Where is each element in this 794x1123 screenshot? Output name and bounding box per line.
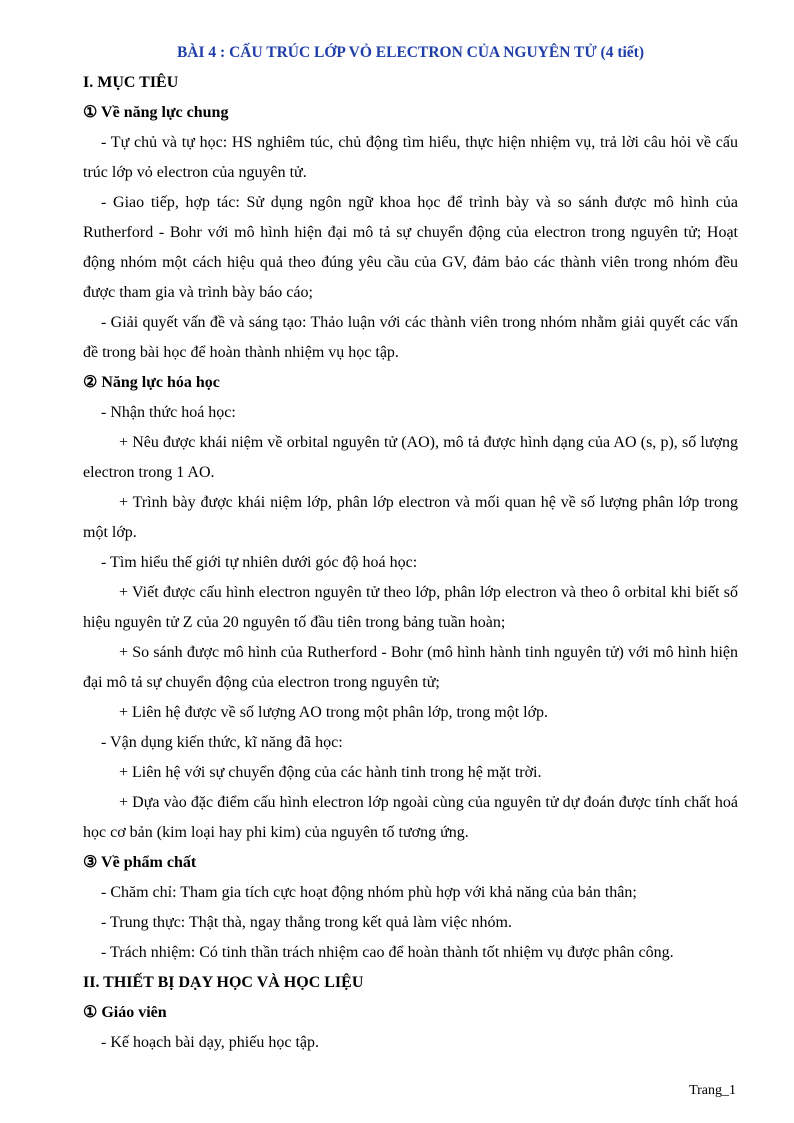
section-heading-equipment: II. THIẾT BỊ DẠY HỌC VÀ HỌC LIỆU <box>83 974 364 991</box>
paragraph-shell: + Trình bày được khái niệm lớp, phân lớp electron và mối quan hệ về số lượng phân lớp trong một lớp. <box>83 494 738 541</box>
paragraph-ao-count: + Liên hệ được về số lượng AO trong một phân lớp, trong một lớp. <box>119 704 549 721</box>
paragraph-self-study: - Tự chủ và tự học: HS nghiêm túc, chủ động tìm hiểu, thực hiện nhiệm vụ, trả lời câu hỏi về cấu trúc lớp vỏ electron của nguyên tử. <box>83 134 738 181</box>
paragraph-communication: - Giao tiếp, hợp tác: Sử dụng ngôn ngữ khoa học để trình bày và so sánh được mô hình của Rutherford - Bohr với mô hình hiện đại mô tả sự chuyển động của electron trong nguyên tử; Hoạt động nhóm một cách hiệu quả theo đúng yêu cầu của GV, đảm bảo các thành viên trong nhóm đều được tham gia và trình bày báo cáo; <box>83 194 738 301</box>
lesson-title: BÀI 4 : CẤU TRÚC LỚP VỎ ELECTRON CỦA NGUYÊN TỬ (4 tiết) <box>176 44 645 61</box>
paragraph-predict-properties: + Dựa vào đặc điểm cấu hình electron lớp ngoài cùng của nguyên tử dự đoán được tính chất hoá học cơ bản (kim loại hay phi kim) của nguyên tố tương ứng. <box>83 794 738 841</box>
paragraph-configuration: + Viết được cấu hình electron nguyên tử theo lớp, phân lớp electron và theo ô orbital khi biết số hiệu nguyên tử Z của 20 nguyên tố đầu tiên trong bảng tuần hoàn; <box>83 584 738 631</box>
paragraph-honesty: - Trung thực: Thật thà, ngay thẳng trong kết quả làm việc nhóm. <box>101 914 512 931</box>
paragraph-lesson-plan: - Kế hoạch bài dạy, phiếu học tập. <box>101 1034 319 1051</box>
section-heading-objectives: I. MỤC TIÊU <box>83 74 179 91</box>
paragraph-orbital: + Nêu được khái niệm về orbital nguyên tử (AO), mô tả được hình dạng của AO (s, p), số lượng electron trong 1 AO. <box>83 434 738 481</box>
paragraph-compare-models: + So sánh được mô hình của Rutherford - Bohr (mô hình hành tinh nguyên tử) với mô hình hiện đại mô tả sự chuyển động của electron trong nguyên tử; <box>83 644 738 691</box>
paragraph-chemistry-awareness: - Nhận thức hoá học: <box>101 404 236 421</box>
paragraph-problem-solving: - Giải quyết vấn đề và sáng tạo: Thảo luận với các thành viên trong nhóm nhằm giải quyết các vấn đề trong bài học để hoàn thành nhiệm vụ học tập. <box>83 314 738 361</box>
paragraph-diligence: - Chăm chỉ: Tham gia tích cực hoạt động nhóm phù hợp với khả năng của bản thân; <box>101 884 637 901</box>
subheading-qualities: ③ Về phẩm chất <box>83 854 197 871</box>
document-page <box>83 38 738 1058</box>
paragraph-planets: + Liên hệ với sự chuyển động của các hành tinh trong hệ mặt trời. <box>119 764 542 781</box>
paragraph-responsibility: - Trách nhiệm: Có tinh thần trách nhiệm cao để hoàn thành tốt nhiệm vụ được phân công. <box>101 944 674 961</box>
paragraph-explore-nature: - Tìm hiểu thế giới tự nhiên dưới góc độ hoá học: <box>101 554 418 571</box>
subheading-general-competence: ① Về năng lực chung <box>83 104 229 121</box>
subheading-chemistry-competence: ② Năng lực hóa học <box>83 374 220 391</box>
subheading-teacher: ① Giáo viên <box>83 1004 167 1021</box>
page-number: Trang_1 <box>689 1083 736 1098</box>
paragraph-apply-knowledge: - Vận dụng kiến thức, kĩ năng đã học: <box>101 734 343 751</box>
